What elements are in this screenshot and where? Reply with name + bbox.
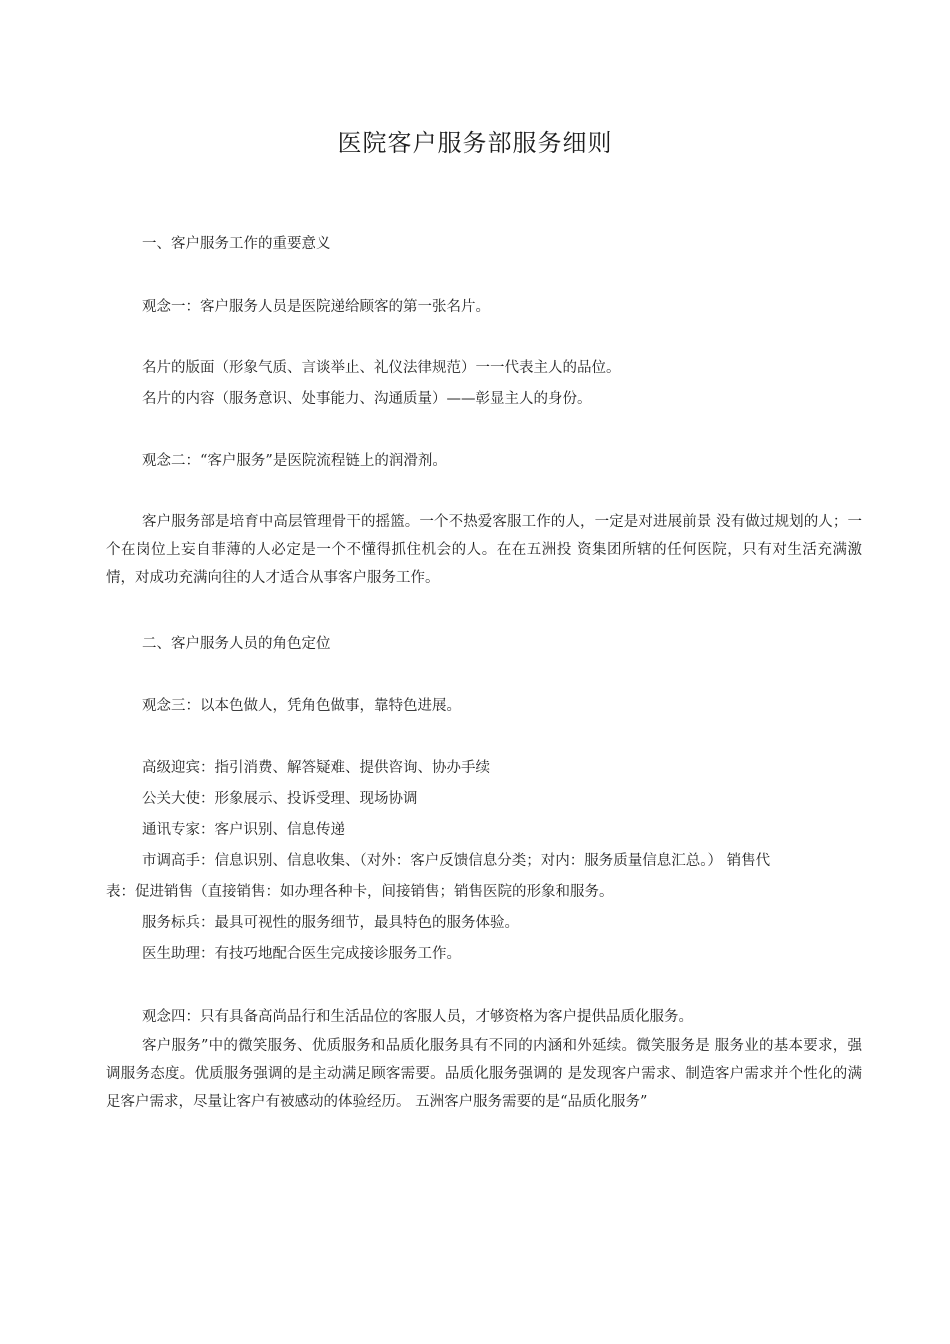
section-heading-1: 一、客户服务工作的重要意义 [142,236,331,252]
concept-three: 观念三：以本色做人，凭角色做事，靠特色进展。 [142,698,461,714]
role-assistant: 医生助理：有技巧地配合医生完成接诊服务工作。 [142,946,461,962]
role-greeter: 高级迎宾：指引消费、解答疑难、提供咨询、协办手续 [142,760,490,776]
card-content-line: 名片的内容（服务意识、处事能力、沟通质量）——彰显主人的身份。 [142,391,592,407]
role-market-research: 市调高手：信息识别、信息收集、（对外：客户反馈信息分类；对内：服务质量信息汇总。） 销售代 [142,853,771,869]
section-heading-2: 二、客户服务人员的角色定位 [142,636,331,652]
document-title: 医院客户服务部服务细则 [337,129,613,157]
concept-two: 观念二：“客户服务”是医院流程链上的润滑剂。 [142,453,447,469]
paragraph-service: 客户服务”中的微笑服务、优质服务和品质化服务具有不同的内涵和外延续。微笑服务是 服务业的基本要求，强调服务态度。优质服务强调的是主动满足顾客需要。品质化服务强调的 是发现客户需求、制造客户需求并个性化的满足客户需求，尽量让客户有被感动的体验经历。 五洲客户服务需要的是“品质化服务” [106,1038,862,1110]
concept-four: 观念四：只有具备高尚品行和生活品位的客服人员，才够资格为客户提供品质化服务。 [142,1009,693,1025]
paragraph-cradle: 客户服务部是培育中高层管理骨干的摇篮。一个不热爱客服工作的人，一定是对进展前景 没有做过规划的人；一个在岗位上妄自菲薄的人必定是一个不懂得抓住机会的人。在在五洲投 资集团所辖的任何医院，只有对生活充满激情，对成功充满向往的人才适合从事客户服务工作。 [106,514,862,586]
card-layout-line: 名片的版面（形象气质、言谈举止、礼仪法律规范）一一代表主人的品位。 [142,360,621,376]
concept-one: 观念一：客户服务人员是医院递给顾客的第一张名片。 [142,299,490,315]
role-sales: 表：促进销售（直接销售：如办理各种卡，间接销售；销售医院的形象和服务。 [106,884,614,900]
role-communication: 通讯专家：客户识别、信息传递 [142,822,345,838]
role-ambassador: 公关大使：形象展示、投诉受理、现场协调 [142,791,418,807]
role-model: 服务标兵：最具可视性的服务细节，最具特色的服务体验。 [142,915,519,931]
